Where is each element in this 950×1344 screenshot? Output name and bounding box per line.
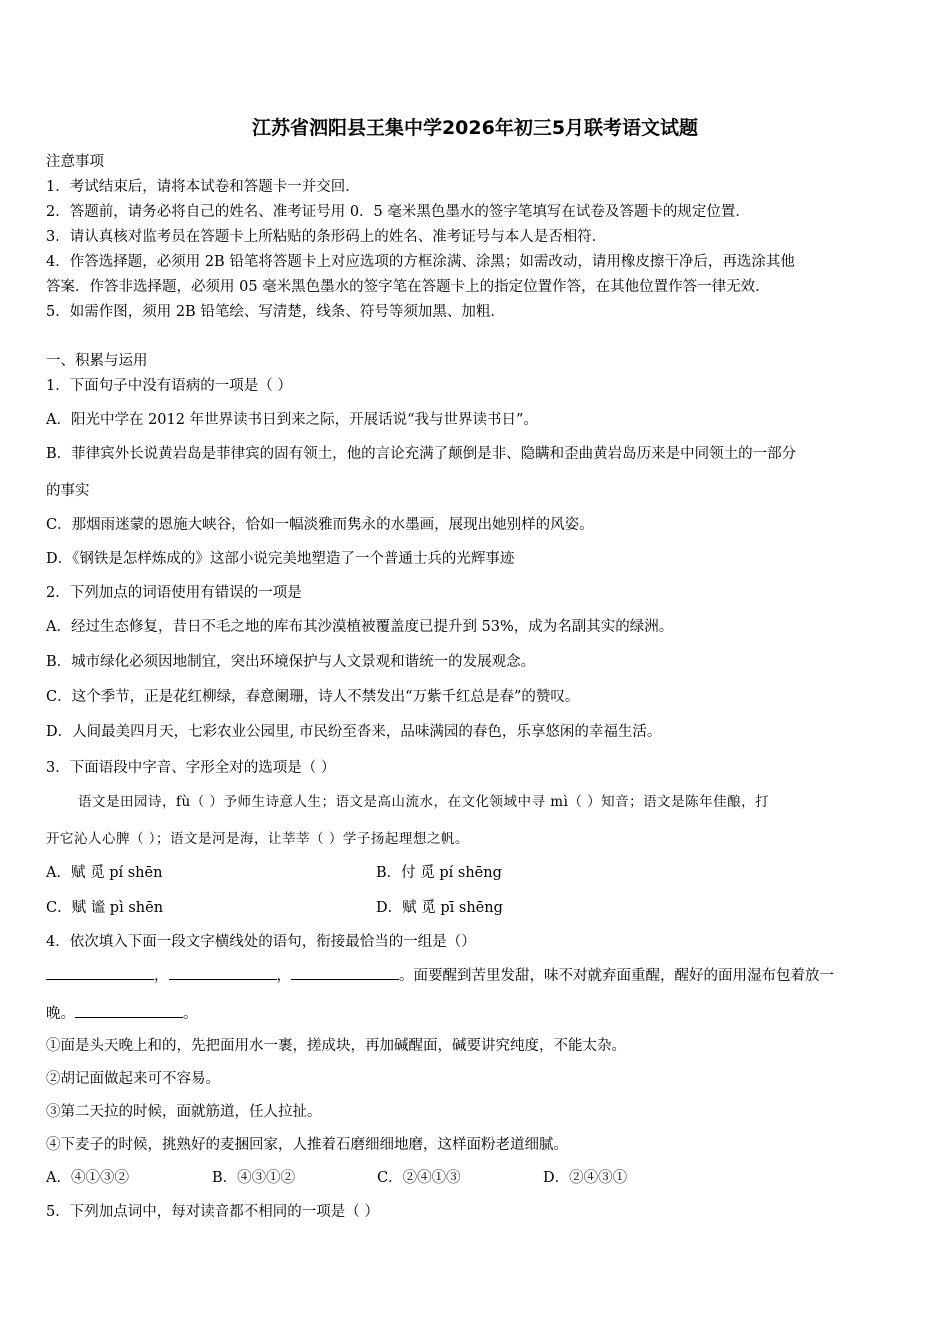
notice-item: 1．考试结束后，请将本试卷和答题卡一并交回． [46,179,360,195]
q4-fill-line-2 [46,1003,198,1024]
q4-option-d: D．②④③① [543,1170,628,1186]
q4-option-a: A．④①③② [46,1170,129,1186]
blank-line [291,965,399,980]
q1-option-c: C．那烟雨迷蒙的恩施大峡谷，恰如一幅淡雅而隽永的水墨画，展现出她别样的风姿。 [46,517,594,533]
q4-sentence-4: ④下麦子的时候，挑熟好的麦捆回家，人推着石磨细细地磨，这样面粉老道细腻。 [46,1137,568,1153]
page-title: 江苏省泗阳县王集中学2026年初三5月联考语文试题 [251,117,699,139]
q3-option-b: B．付 觅 pí shēng [376,865,502,881]
q4-option-c: C．②④①③ [377,1170,461,1186]
notice-item: 2．答题前，请务必将自己的姓名、准考证号用 0．5 毫米黑色墨水的签字笔填写在试卷及答题卡的规定位置． [46,204,750,220]
q4-text: 晚。 [46,1006,75,1022]
q4-sentence-2: ②胡记面做起来可不容易。 [46,1071,220,1087]
q2-option-d: D．人间最美四月天，七彩农业公园里, 市民纷至沓来，品味满园的春色，乐享悠闲的幸福生活。 [46,724,662,740]
notice-item: 5．如需作图，须用 2B 铅笔绘、写清楚，线条、符号等须加黑、加粗． [46,304,505,320]
q2-option-a: A．经过生态修复，昔日不毛之地的库布其沙漠植被覆盖度已提升到 53%，成为名副其实的绿洲。 [46,619,674,635]
blank-line [169,965,277,980]
q4-sentence-1: ①面是头天晚上和的，先把面用水一裹，搓成块，再加碱醒面，碱要讲究纯度，不能太杂。 [46,1038,626,1054]
q4-sentence-3: ③第二天拉的时候，面就筋道，任人拉扯。 [46,1104,322,1120]
q3-option-a: A．赋 觅 pí shēn [46,865,163,881]
question-stem-1: 1．下面句子中没有语病的一项是（ ） [46,378,292,394]
notice-item: 4．作答选择题，必须用 2B 铅笔将答题卡上对应选项的方框涂满、涂黑；如需改动，请用橡皮擦干净后，再选涂其他 [46,254,795,270]
separator: ， [276,968,291,984]
q1-option-b-cont: 的事实 [46,483,90,499]
q1-option-a: A．阳光中学在 2012 年世界读书日到来之际，开展话说“我与世界读书日”。 [46,412,538,428]
blank-line [75,1003,183,1018]
q4-fill-line [46,965,834,986]
question-stem-5: 5．下列加点词中，每对读音都不相同的一项是（ ） [46,1204,379,1220]
q2-option-c: C．这个季节，正是花红柳绿，春意阑珊，诗人不禁发出“万紫千红总是春”的赞叹。 [46,689,580,705]
section-heading: 一、积累与运用 [46,353,148,369]
q4-text: 。面要醒到苦里发甜，味不对就弃面重醒，醒好的面用湿布包着放一 [399,968,834,984]
q4-options [46,1168,627,1188]
q3-passage: 语文是田园诗，fù（ ）予师生诗意人生；语文是高山流水，在文化领域中寻 mì（ ）知音；语文是陈年佳酿，打 [78,794,770,810]
q4-option-b: B．④③①② [212,1170,296,1186]
q1-option-d: D．《钢铁是怎样炼成的》这部小说完美地塑造了一个普通士兵的光辉事迹 [46,551,515,567]
q3-option-c: C．赋 谧 pì shēn [46,900,164,916]
q3-option-d: D．赋 觅 pī shēng [376,900,503,916]
notice-heading: 注意事项 [46,154,104,170]
q2-option-b: B．城市绿化必须因地制宜，突出环境保护与人文景观和谐统一的发展观念。 [46,654,536,670]
separator: ， [154,968,169,984]
q3-passage-cont: 开它沁人心脾（ ）；语文是河是海，让莘莘（ ）学子扬起理想之帆。 [46,831,469,847]
q4-text: 。 [183,1006,198,1022]
question-stem-2: 2．下列加点的词语使用有错误的一项是 [46,585,302,601]
notice-item: 3．请认真核对监考员在答题卡上所粘贴的条形码上的姓名、准考证号与本人是否相符． [46,229,607,245]
blank-line [46,965,154,980]
question-stem-3: 3．下面语段中字音、字形全对的选项是（ ） [46,760,336,776]
q1-option-b: B．菲律宾外长说黄岩岛是菲律宾的固有领土，他的言论充满了颠倒是非、隐瞒和歪曲黄岩岛历来是中同领土的一部分 [46,446,797,462]
notice-item: 答案．作答非选择题，必须用 05 毫米黑色墨水的签字笔在答题卡上的指定位置作答，在其他位置作答一律无效． [46,279,770,295]
question-stem-4: 4．依次填入下面一段文字横线处的语句，衔接最恰当的一组是（） [46,934,476,950]
